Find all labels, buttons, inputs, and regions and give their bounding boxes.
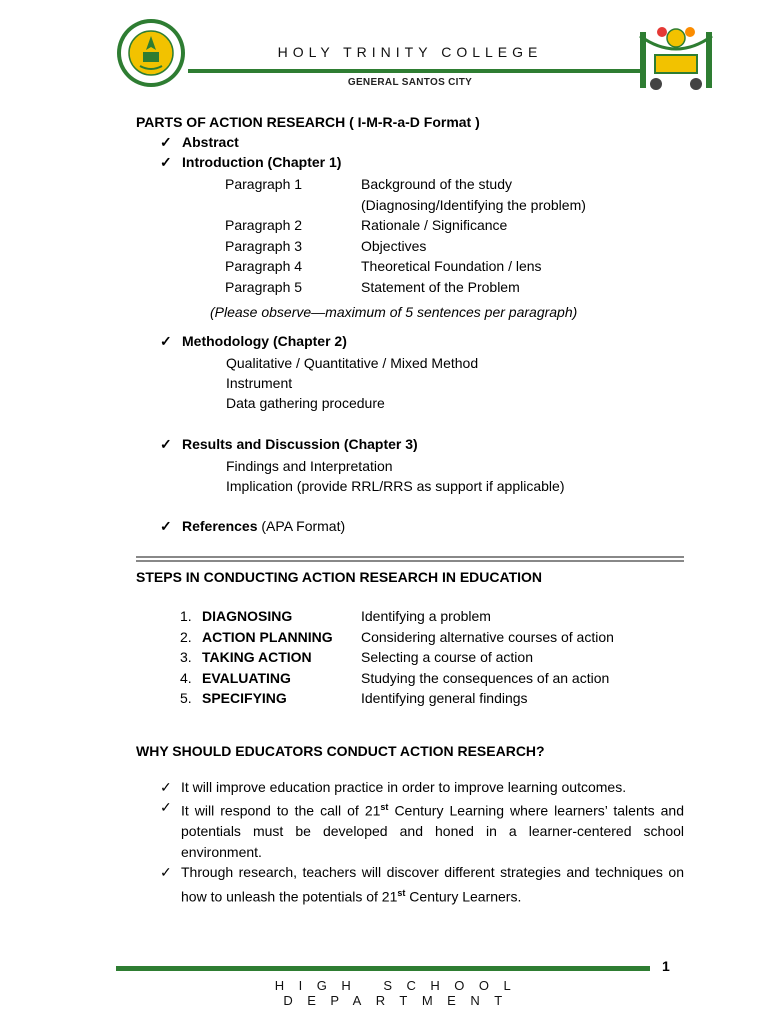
results-list — [226, 456, 564, 496]
step-row: 4. EVALUATING Studying the consequences of an action — [180, 669, 610, 686]
check-item-introduction — [160, 154, 341, 171]
footer-rule — [116, 966, 650, 971]
paragraph-row: Paragraph 3 Objectives — [225, 237, 427, 254]
references-label: References — [182, 518, 258, 534]
step-row: 2. ACTION PLANNING Considering alternative courses of action — [180, 628, 614, 645]
check-icon: ✓ — [160, 779, 172, 795]
why-list — [160, 777, 684, 907]
list-item: Findings and Interpretation — [226, 458, 393, 474]
check-item-methodology — [160, 333, 347, 350]
college-seal-logo — [116, 18, 186, 88]
hs-department-logo — [636, 22, 716, 98]
why-heading: WHY SHOULD EDUCATORS CONDUCT ACTION RESEARCH? — [136, 743, 545, 759]
list-item: Instrument — [226, 375, 293, 391]
step-row: 1. DIAGNOSING Identifying a problem — [180, 608, 491, 624]
list-item: Qualitative / Quantitative / Mixed Method — [226, 355, 479, 371]
paragraph-note: (Please observe—maximum of 5 sentences per paragraph) — [210, 304, 578, 320]
step-row: 5. SPECIFYING Identifying general findings — [180, 690, 528, 707]
check-icon: ✓ — [160, 518, 172, 534]
department-name: HIGH SCHOOL DEPARTMENT — [274, 978, 526, 1008]
college-name: HOLY TRINITY COLLEGE — [277, 44, 543, 60]
check-item-references — [160, 518, 345, 535]
abstract-label: Abstract — [182, 134, 239, 150]
methodology-list — [226, 353, 478, 413]
check-icon: ✓ — [160, 134, 172, 150]
results-label: Results and Discussion (Chapter 3) — [182, 436, 418, 452]
check-icon: ✓ — [160, 154, 172, 170]
check-icon: ✓ — [160, 333, 172, 349]
parts-heading: PARTS OF ACTION RESEARCH ( I-M-R-a-D Format ) — [136, 114, 480, 130]
steps-list — [180, 608, 614, 711]
check-icon: ✓ — [160, 436, 172, 452]
check-item-results — [160, 436, 418, 453]
list-item: ✓ Through research, teachers will discover different strategies and techniques on how to unleash the potentials of 21st Century Learners. — [160, 862, 684, 906]
paragraph-row: Paragraph 5 Statement of the Problem — [225, 278, 520, 295]
list-item: ✓ It will respond to the call of 21st Century Learning where learners’ talents and potentials must be developed and honed in a learner-centered school environment. — [160, 797, 684, 862]
check-icon: ✓ — [160, 799, 172, 816]
references-note: (APA Format) — [261, 518, 346, 534]
section-divider — [136, 556, 684, 562]
list-item: Data gathering procedure — [226, 395, 385, 411]
check-icon: ✓ — [160, 864, 172, 881]
paragraph-table — [225, 174, 586, 298]
paragraph-row: Paragraph 4 Theoretical Foundation / lens — [225, 258, 542, 275]
header-rule — [188, 69, 640, 73]
step-row: 3. TAKING ACTION Selecting a course of action — [180, 649, 533, 666]
paragraph-row: Paragraph 1 Background of the study — [225, 176, 512, 192]
methodology-label: Methodology (Chapter 2) — [182, 333, 347, 349]
college-city: GENERAL SANTOS CITY — [347, 77, 473, 88]
list-item: ✓ It will improve education practice in order to improve learning outcomes. — [160, 777, 684, 797]
paragraph-row: Paragraph 2 Rationale / Significance — [225, 217, 508, 234]
introduction-label: Introduction (Chapter 1) — [182, 154, 342, 170]
steps-heading: STEPS IN CONDUCTING ACTION RESEARCH IN EDUCATION — [136, 569, 543, 585]
page-number: 1 — [662, 958, 670, 974]
list-item: Implication (provide RRL/RRS as support if applicable) — [226, 478, 565, 494]
paragraph-row: (Diagnosing/Identifying the problem) — [361, 196, 586, 213]
check-item-abstract — [160, 134, 239, 151]
